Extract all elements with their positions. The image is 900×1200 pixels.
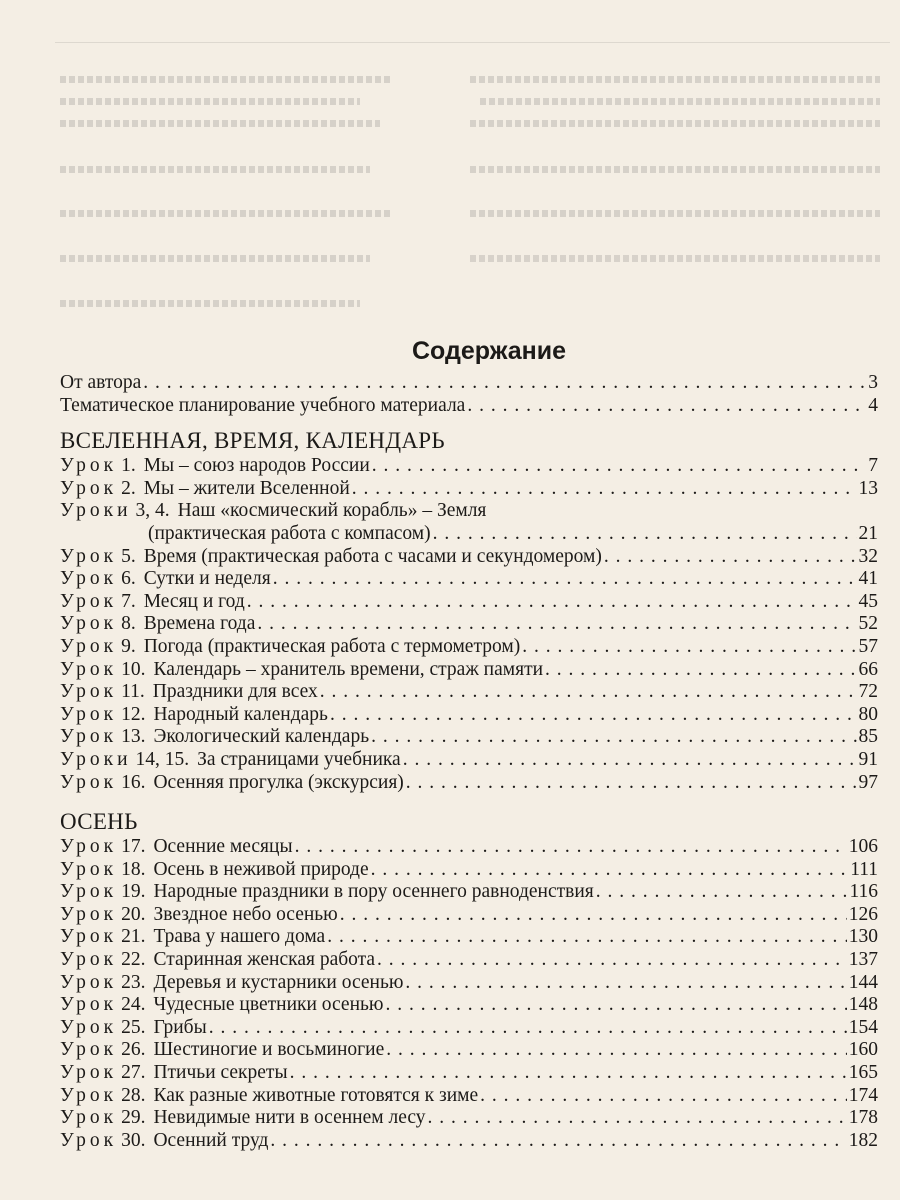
entry-label [60, 1085, 478, 1108]
lesson-prefix: Урок [60, 949, 118, 971]
dot-leader [467, 395, 866, 418]
lesson-prefix: Уроки [60, 748, 132, 770]
lesson-number: 13. [121, 726, 146, 748]
lesson-prefix: Урок [60, 994, 118, 1016]
lesson-number: 16. [121, 771, 146, 793]
entry-title: Осенние месяцы [153, 836, 293, 858]
entry-label [60, 455, 370, 478]
dot-leader [545, 659, 856, 682]
entry-label [60, 1039, 384, 1062]
section-heading: ВСЕЛЕННАЯ, ВРЕМЯ, КАЛЕНДАРЬ [60, 428, 445, 454]
entry-label [60, 949, 375, 972]
lesson-prefix: Урок [60, 903, 118, 925]
dot-leader [143, 372, 866, 395]
toc-entry [60, 659, 878, 682]
lesson-number: 7. [121, 590, 136, 612]
lesson-number: 29. [121, 1107, 146, 1129]
dot-leader [604, 546, 857, 569]
entry-label [60, 972, 403, 995]
entry-label [60, 546, 602, 569]
entry-page: 178 [848, 1107, 878, 1129]
toc-entry [60, 613, 878, 636]
entry-page: 21 [858, 522, 878, 544]
dot-leader [433, 523, 857, 546]
lesson-number: 30. [121, 1129, 146, 1151]
toc-entry-author [60, 372, 878, 395]
dot-leader [371, 859, 849, 882]
dot-leader [330, 704, 857, 727]
dot-leader [377, 949, 847, 972]
lesson-prefix: Урок [60, 926, 118, 948]
lesson-number: 10. [121, 658, 146, 680]
toc-entry [60, 972, 878, 995]
entry-label [60, 1107, 426, 1130]
lesson-number: 2. [121, 477, 136, 499]
dot-leader [273, 568, 857, 591]
entry-label [60, 659, 543, 682]
lesson-prefix: Урок [60, 858, 118, 880]
entry-label [60, 478, 350, 501]
entry-page: 130 [848, 926, 878, 948]
toc-entry [60, 455, 878, 478]
dot-leader [522, 636, 856, 659]
entry-label [60, 749, 401, 772]
toc-entry [60, 726, 878, 749]
entry-label [60, 904, 338, 927]
dot-leader [428, 1107, 847, 1130]
entry-page: 137 [848, 949, 878, 971]
entry-page: 66 [858, 658, 878, 680]
entry-page: 144 [848, 971, 878, 993]
lesson-number: 18. [121, 858, 146, 880]
entry-page: 13 [858, 477, 878, 499]
toc-entry [60, 949, 878, 972]
entry-page: 91 [858, 748, 878, 770]
lesson-prefix: Урок [60, 590, 118, 612]
page-title: Содержание [411, 337, 567, 365]
entry-label [60, 1017, 207, 1040]
dot-leader [327, 926, 847, 949]
lesson-number: 14, 15. [135, 748, 190, 770]
entry-page: 111 [850, 858, 878, 880]
entry-label [60, 500, 486, 523]
entry-title: Народный календарь [153, 703, 328, 725]
entry-title: Народные праздники в пору осеннего равноденствия [153, 881, 594, 903]
toc-entry-planning [60, 395, 878, 418]
entry-title: Тематическое планирование учебного материала [60, 394, 466, 416]
lesson-prefix: Урок [60, 1016, 118, 1038]
entry-page: 3 [868, 372, 878, 393]
entry-title: Как разные животные готовятся к зиме [153, 1084, 479, 1106]
dot-leader [290, 1062, 847, 1085]
entry-title: За страницами учебника [197, 748, 401, 770]
lesson-prefix: Урок [60, 881, 118, 903]
toc-entry [60, 859, 878, 882]
lesson-number: 5. [121, 545, 136, 567]
entry-page: 72 [858, 681, 878, 703]
dot-leader [596, 881, 848, 904]
entry-title: Мы – жители Вселенной [143, 477, 350, 499]
entry-title: Наш «космический корабль» – Земля [177, 500, 487, 522]
lesson-number: 24. [121, 994, 146, 1016]
toc-entry [60, 836, 878, 859]
entry-page: 126 [848, 903, 878, 925]
dot-leader [386, 1039, 847, 1062]
entry-page: 160 [848, 1039, 878, 1061]
entry-title: Праздники для всех [152, 681, 318, 703]
entry-label [60, 1130, 268, 1153]
lesson-prefix: Урок [60, 726, 118, 748]
entry-label [60, 591, 245, 614]
lesson-number: 22. [121, 949, 146, 971]
dot-leader [403, 749, 857, 772]
entry-title: Старинная женская работа [153, 949, 376, 971]
lesson-prefix: Урок [60, 1039, 118, 1061]
entry-page: 4 [868, 394, 878, 416]
lesson-number: 20. [121, 903, 146, 925]
toc-entry [60, 1085, 878, 1108]
entry-title: Осень в неживой природе [153, 858, 369, 880]
entry-label [60, 836, 293, 859]
entry-page: 57 [858, 635, 878, 657]
entry-label [60, 1062, 288, 1085]
toc-entry [60, 1017, 878, 1040]
entry-page: 116 [849, 881, 878, 903]
entry-title: Птичьи секреты [153, 1062, 288, 1084]
toc-entry [60, 1130, 878, 1153]
section-heading: ОСЕНЬ [60, 809, 138, 835]
lesson-number: 12. [121, 703, 146, 725]
dot-leader [385, 994, 846, 1017]
lesson-prefix: Урок [60, 545, 118, 567]
lesson-number: 9. [121, 635, 136, 657]
dot-leader [295, 836, 847, 859]
entry-title: Время (практическая работа с часами и секундомером) [143, 545, 602, 567]
entry-title: Календарь – хранитель времени, страж памяти [153, 658, 544, 680]
entry-label [60, 726, 369, 749]
lesson-prefix: Урок [60, 613, 118, 635]
entry-label [60, 636, 520, 659]
lesson-prefix: Урок [60, 1129, 118, 1151]
entry-label [60, 613, 255, 636]
entry-title: Деревья и кустарники осенью [153, 971, 404, 993]
toc-entry [60, 591, 878, 614]
lesson-number: 1. [121, 455, 136, 477]
entry-label [60, 681, 318, 704]
lesson-number: 21. [121, 926, 146, 948]
entry-title: Месяц и год [143, 590, 245, 612]
entry-page: 45 [858, 590, 878, 612]
entry-label [60, 994, 383, 1017]
lesson-number: 25. [121, 1016, 146, 1038]
entry-subtitle: (практическая работа с компасом) [148, 522, 431, 544]
toc-entry [60, 772, 878, 795]
entry-title: Невидимые нити в осеннем лесу [153, 1107, 426, 1129]
entry-page: 80 [858, 703, 878, 725]
lesson-number: 3, 4. [135, 500, 170, 522]
lesson-number: 28. [121, 1084, 146, 1106]
dot-leader [372, 455, 866, 478]
toc-entry [60, 994, 878, 1017]
dot-leader [406, 772, 857, 795]
lesson-prefix: Урок [60, 703, 118, 725]
toc-entry [60, 1107, 878, 1130]
entry-page: 174 [848, 1084, 878, 1106]
entry-page: 106 [848, 836, 878, 858]
lesson-prefix: Урок [60, 971, 118, 993]
toc-entry [60, 500, 878, 523]
lesson-prefix: Урок [60, 658, 118, 680]
entry-title: Мы – союз народов России [143, 455, 370, 477]
lesson-number: 17. [121, 836, 146, 858]
toc-entry [60, 636, 878, 659]
lesson-number: 11. [121, 681, 145, 703]
toc-entry [60, 881, 878, 904]
toc-entry [60, 1039, 878, 1062]
toc-entry [60, 568, 878, 591]
lesson-prefix: Урок [60, 635, 118, 657]
lesson-prefix: Урок [60, 771, 118, 793]
lesson-prefix: Урок [60, 477, 118, 499]
dot-leader [247, 591, 857, 614]
entry-title: Звездное небо осенью [153, 903, 338, 925]
lesson-number: 6. [121, 568, 136, 590]
lesson-prefix: Урок [60, 455, 118, 477]
entry-page: 41 [858, 568, 878, 590]
entry-label [60, 568, 271, 591]
toc-entry [60, 904, 878, 927]
toc-entry-continuation [60, 523, 878, 546]
toc-entry [60, 704, 878, 727]
lesson-number: 23. [121, 971, 146, 993]
toc-entry [60, 478, 878, 501]
lesson-number: 26. [121, 1039, 146, 1061]
dot-leader [320, 681, 857, 704]
entry-page: 32 [858, 545, 878, 567]
entry-title: От автора [60, 372, 142, 393]
dot-leader [352, 478, 857, 501]
entry-title: Чудесные цветники осенью [153, 994, 384, 1016]
dot-leader [209, 1017, 847, 1040]
entry-page: 85 [858, 726, 878, 748]
toc-entry [60, 681, 878, 704]
entry-page: 7 [868, 455, 878, 477]
entry-page: 148 [848, 994, 878, 1016]
lesson-prefix: Урок [60, 1062, 118, 1084]
entry-label [60, 881, 594, 904]
entry-title: Грибы [153, 1016, 207, 1038]
entry-title: Времена года [143, 613, 256, 635]
lesson-number: 19. [121, 881, 146, 903]
lesson-prefix: Уроки [60, 500, 132, 522]
dot-leader [405, 972, 846, 995]
lesson-prefix: Урок [60, 681, 118, 703]
dot-leader [270, 1130, 846, 1153]
toc-entry [60, 749, 878, 772]
entry-title: Погода (практическая работа с термометром) [143, 635, 521, 657]
entry-title: Шестиногие и восьминогие [153, 1039, 385, 1061]
entry-title: Экологический календарь [153, 726, 370, 748]
dot-leader [371, 726, 856, 749]
bleed-through-text [0, 0, 900, 330]
entry-page: 154 [848, 1016, 878, 1038]
dot-leader [480, 1085, 847, 1108]
entry-label [60, 926, 325, 949]
toc-entry [60, 1062, 878, 1085]
lesson-prefix: Урок [60, 568, 118, 590]
dot-leader [257, 613, 856, 636]
entry-title: Сутки и неделя [143, 568, 271, 590]
entry-label [60, 772, 404, 795]
dot-leader [340, 904, 847, 927]
toc-entry [60, 926, 878, 949]
toc-entry [60, 546, 878, 569]
entry-label [60, 859, 369, 882]
lesson-number: 8. [121, 613, 136, 635]
table-of-contents [60, 336, 878, 1152]
entry-page: 182 [848, 1129, 878, 1151]
lesson-prefix: Урок [60, 1084, 118, 1106]
lesson-number: 27. [121, 1062, 146, 1084]
entry-page: 165 [848, 1062, 878, 1084]
entry-label [60, 704, 328, 727]
entry-page: 97 [858, 771, 878, 793]
entry-page: 52 [858, 613, 878, 635]
entry-title: Трава у нашего дома [153, 926, 326, 948]
entry-title: Осенний труд [153, 1129, 269, 1151]
entry-title: Осенняя прогулка (экскурсия) [153, 771, 404, 793]
lesson-prefix: Урок [60, 836, 118, 858]
lesson-prefix: Урок [60, 1107, 118, 1129]
